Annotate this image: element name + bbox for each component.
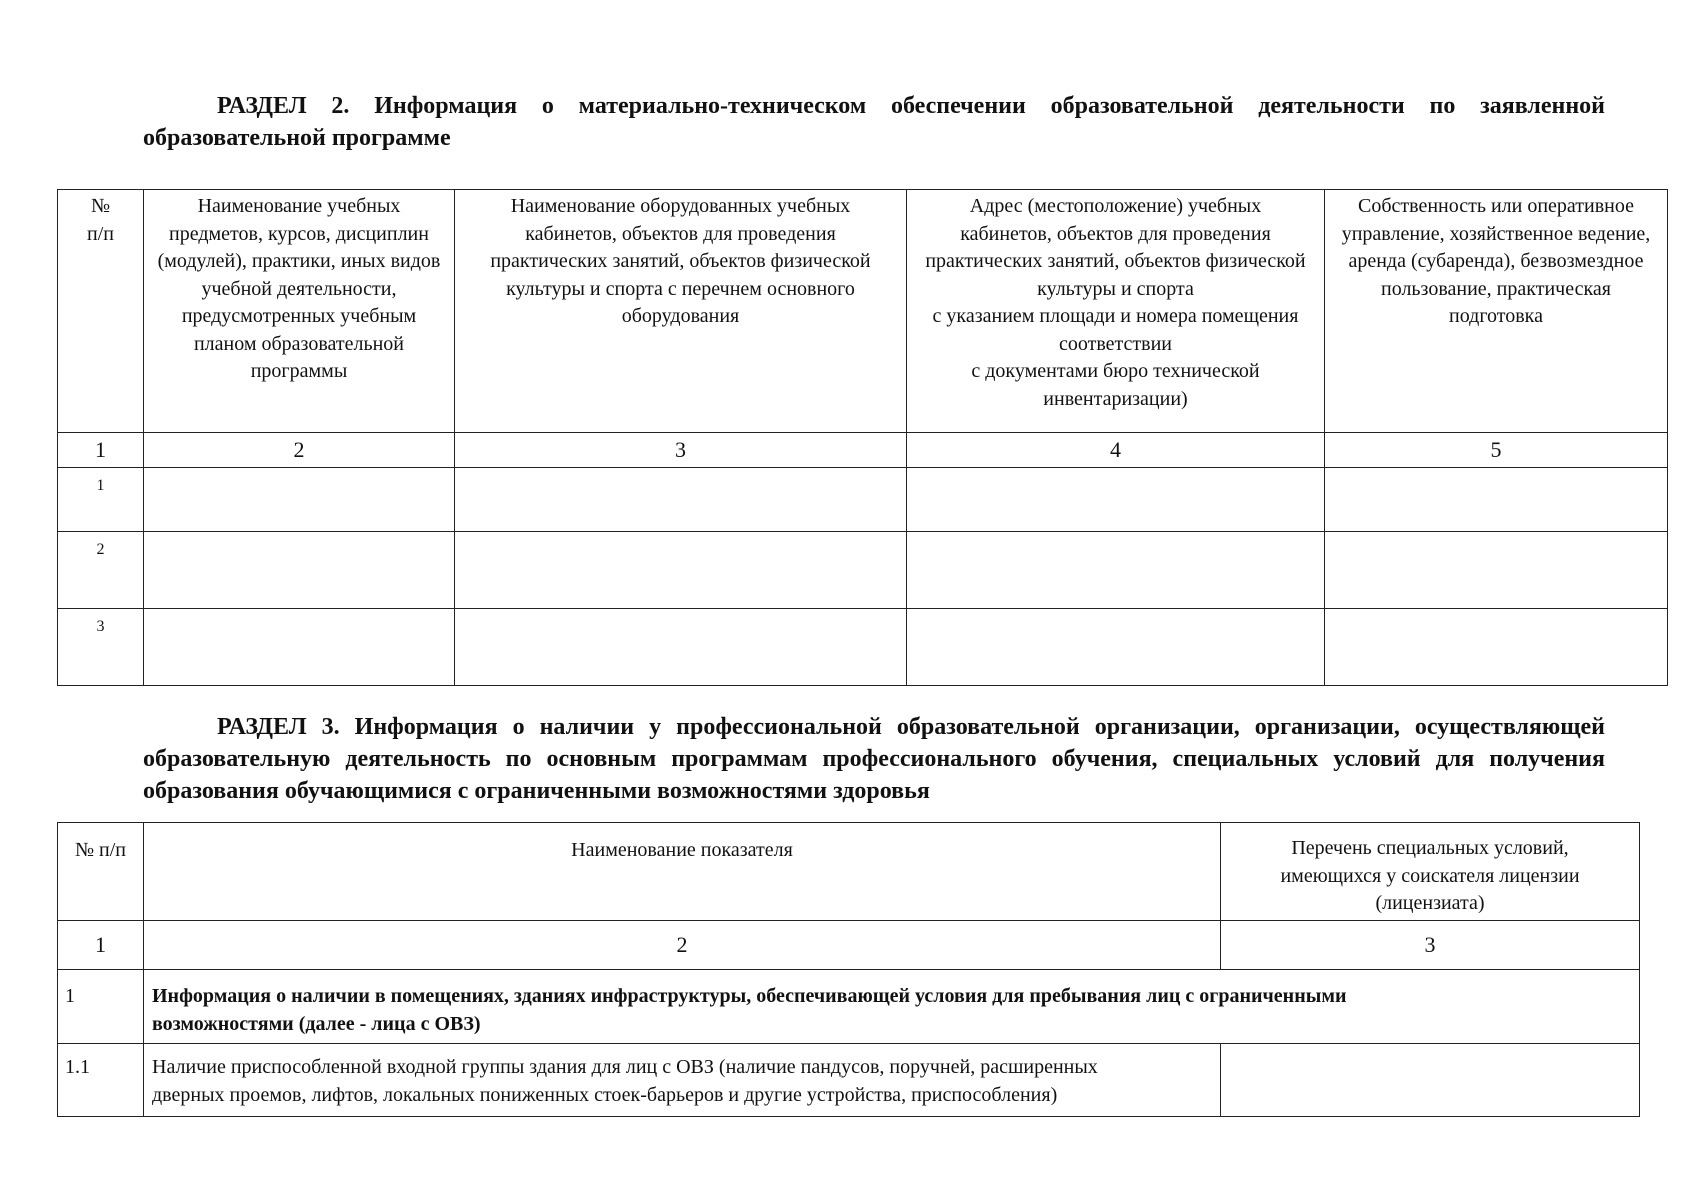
table-cell [455,468,907,532]
item-value [1221,1044,1640,1117]
column-number: 1 [58,433,144,468]
section-2-title: . Информация о материально-техническом обеспечении образовательной деятельности по заявленной образовательной программе [143,93,1605,151]
row-index: 1 [58,970,144,1044]
header-cell-ownership: Собственность или оперативное управление, хозяйственное ведение, аренда (субаренда), безвозмездное пользование, практическая подготовка [1325,190,1668,433]
section-2-table [57,189,1668,686]
table-header-row [58,823,1640,921]
header-cell-conditions: Перечень специальных условий, имеющихся у соискателя лицензии (лицензиата) [1221,823,1640,921]
header-cell-subjects: Наименование учебных предметов, курсов, дисциплин (модулей), практики, иных видов учебной деятельности, предусмотренных учебным планом образовательной программы [144,190,455,433]
column-number-row [58,433,1668,468]
table-row [58,532,1668,609]
table-cell [455,609,907,686]
section-3-table [57,822,1640,1117]
item-description: Наличие приспособленной входной группы здания для лиц с ОВЗ (наличие пандусов, поручней, расширенных дверных проемов, лифтов, локальных пониженных стоек-барьеров и другие устройства, приспособления) [144,1044,1221,1117]
row-index: 1 [58,468,144,532]
table-row [58,1044,1640,1117]
table-cell [144,609,455,686]
group-row [58,970,1640,1044]
table-row [58,609,1668,686]
section-3-label: РАЗДЕЛ 3. [217,714,340,740]
section-2-label: РАЗДЕЛ 2 [217,93,344,119]
table-cell [1325,532,1668,609]
section-3-title: Информация о наличии у профессиональной образовательной организации, организации, осуществляющей образовательную деятельность по основным программам профессионального обучения, специальных условий для получения образования обучающимися с ограниченными возможностями здоровья [143,714,1605,804]
header-cell-address: Адрес (местоположение) учебных кабинетов, объектов для проведения практических занятий, объектов физической культуры и спорта с указанием площади и номера помещения соответствии с документами бюро технической инвентаризации) [907,190,1325,433]
table-cell [455,532,907,609]
column-number: 3 [455,433,907,468]
section-2-heading [143,90,1605,154]
column-number: 3 [1221,921,1640,970]
table-cell [144,532,455,609]
table-row [58,468,1668,532]
column-number: 5 [1325,433,1668,468]
table-cell [1325,468,1668,532]
row-index: 1.1 [58,1044,144,1117]
column-number: 4 [907,433,1325,468]
column-number: 2 [144,433,455,468]
section-3-heading [143,711,1605,807]
header-cell-indicator: Наименование показателя [144,823,1221,921]
group-title: Информация о наличии в помещениях, зданиях инфраструктуры, обеспечивающей условия для пребывания лиц с ограниченными возможностями (далее - лица с ОВЗ) [144,970,1640,1044]
table-cell [907,468,1325,532]
column-number: 2 [144,921,1221,970]
header-cell-number: № п/п [58,823,144,921]
table-cell [1325,609,1668,686]
table-cell [907,609,1325,686]
column-number-row [58,921,1640,970]
table-cell [144,468,455,532]
table-header-row [58,190,1668,433]
row-index: 2 [58,532,144,609]
table-cell [907,532,1325,609]
row-index: 3 [58,609,144,686]
header-cell-number: № п/п [58,190,144,433]
header-cell-classrooms: Наименование оборудованных учебных кабинетов, объектов для проведения практических занятий, объектов физической культуры и спорта с перечнем основного оборудования [455,190,907,433]
column-number: 1 [58,921,144,970]
